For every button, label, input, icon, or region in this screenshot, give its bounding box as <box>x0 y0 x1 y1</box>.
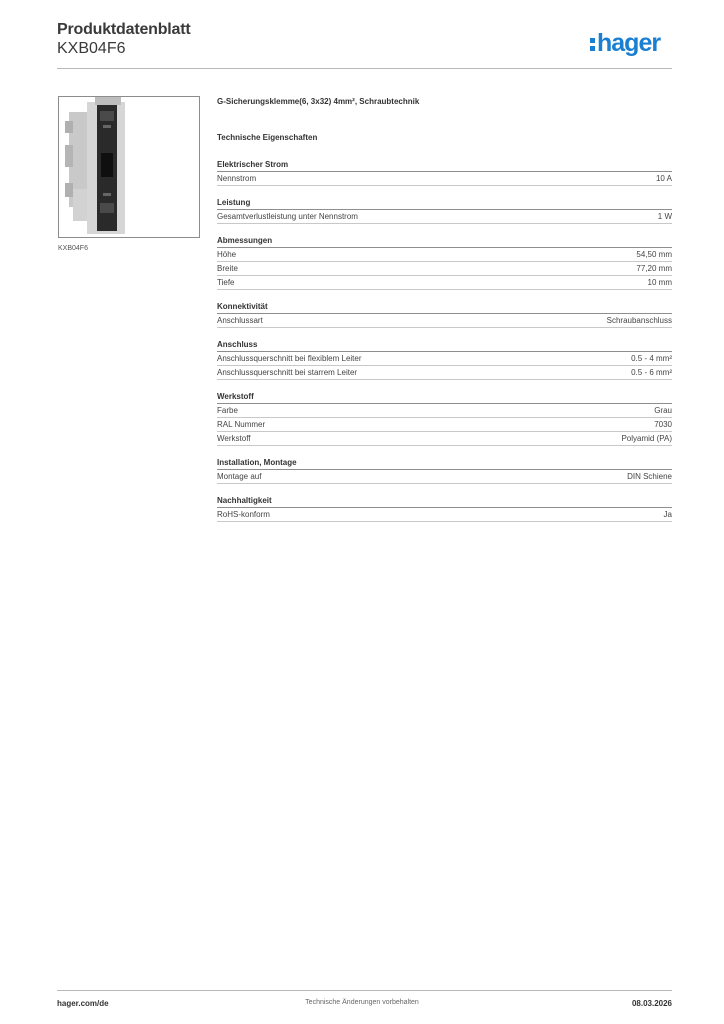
spec-label: Breite <box>217 264 238 273</box>
spec-row <box>217 262 672 276</box>
section-anschluss <box>217 338 672 380</box>
section-title: Leistung <box>217 196 672 210</box>
logo-dots-icon <box>590 36 596 52</box>
product-title: G-Sicherungsklemme(6, 3x32) 4mm², Schraubtechnik <box>217 97 420 106</box>
spec-label: Montage auf <box>217 472 262 481</box>
spec-value: 77,20 mm <box>636 264 672 273</box>
spec-value: 7030 <box>654 420 672 429</box>
product-image <box>58 96 200 238</box>
section-title: Abmessungen <box>217 234 672 248</box>
spec-row <box>217 210 672 224</box>
footer-website-link[interactable]: hager.com/de <box>57 999 109 1008</box>
spec-value: 54,50 mm <box>636 250 672 259</box>
spec-row <box>217 366 672 380</box>
spec-value: 10 A <box>655 174 672 183</box>
spec-row <box>217 172 672 186</box>
spec-label: Anschlussquerschnitt bei starrem Leiter <box>217 368 358 377</box>
spec-label: Höhe <box>217 250 237 259</box>
spec-row <box>217 418 672 432</box>
section-abmessungen <box>217 234 672 290</box>
spec-label: RAL Nummer <box>217 420 266 429</box>
spec-value: 0.5 - 4 mm² <box>631 354 672 363</box>
spec-value: 0.5 - 6 mm² <box>631 368 672 377</box>
section-nachhaltigkeit <box>217 494 672 522</box>
spec-value: Schraubanschluss <box>606 316 672 325</box>
spec-row <box>217 314 672 328</box>
spec-value: 10 mm <box>647 278 672 287</box>
spec-row <box>217 508 672 522</box>
spec-value: Polyamid (PA) <box>621 434 672 443</box>
logo-text: hager <box>597 29 661 57</box>
product-code: KXB04F6 <box>57 40 126 57</box>
footer-disclaimer: Technische Änderungen vorbehalten <box>305 999 419 1006</box>
header-divider <box>57 68 672 69</box>
spec-value: Grau <box>654 406 672 415</box>
section-title: Nachhaltigkeit <box>217 494 672 508</box>
spec-label: Nennstrom <box>217 174 257 183</box>
section-werkstoff <box>217 390 672 446</box>
spec-label: Farbe <box>217 406 238 415</box>
spec-value: DIN Schiene <box>627 472 672 481</box>
section-title: Anschluss <box>217 338 672 352</box>
spec-content <box>217 96 672 532</box>
image-caption: KXB04F6 <box>58 245 88 252</box>
spec-row <box>217 470 672 484</box>
spec-row <box>217 248 672 262</box>
section-title: Konnektivität <box>217 300 672 314</box>
section-elektrischer-strom <box>217 158 672 186</box>
hager-logo <box>590 29 660 58</box>
footer-divider <box>57 990 672 991</box>
spec-row <box>217 352 672 366</box>
section-title: Elektrischer Strom <box>217 158 672 172</box>
section-installation-montage <box>217 456 672 484</box>
spec-label: Anschlussquerschnitt bei flexiblem Leiter <box>217 354 362 363</box>
spec-label: RoHS-konform <box>217 510 270 519</box>
spec-row <box>217 404 672 418</box>
spec-label: Gesamtverlustleistung unter Nennstrom <box>217 212 358 221</box>
section-title: Werkstoff <box>217 390 672 404</box>
footer-date: 08.03.2026 <box>631 999 672 1008</box>
section-title: Installation, Montage <box>217 456 672 470</box>
spec-row <box>217 432 672 446</box>
section-konnektivitaet <box>217 300 672 328</box>
page-title: Produktdatenblatt <box>57 21 191 38</box>
section-leistung <box>217 196 672 224</box>
spec-label: Tiefe <box>217 278 235 287</box>
spec-row <box>217 276 672 290</box>
spec-value: 1 W <box>657 212 672 221</box>
spec-label: Werkstoff <box>217 434 251 443</box>
spec-label: Anschlussart <box>217 316 263 325</box>
specs-heading: Technische Eigenschaften <box>217 133 318 142</box>
spec-value: Ja <box>663 510 672 519</box>
